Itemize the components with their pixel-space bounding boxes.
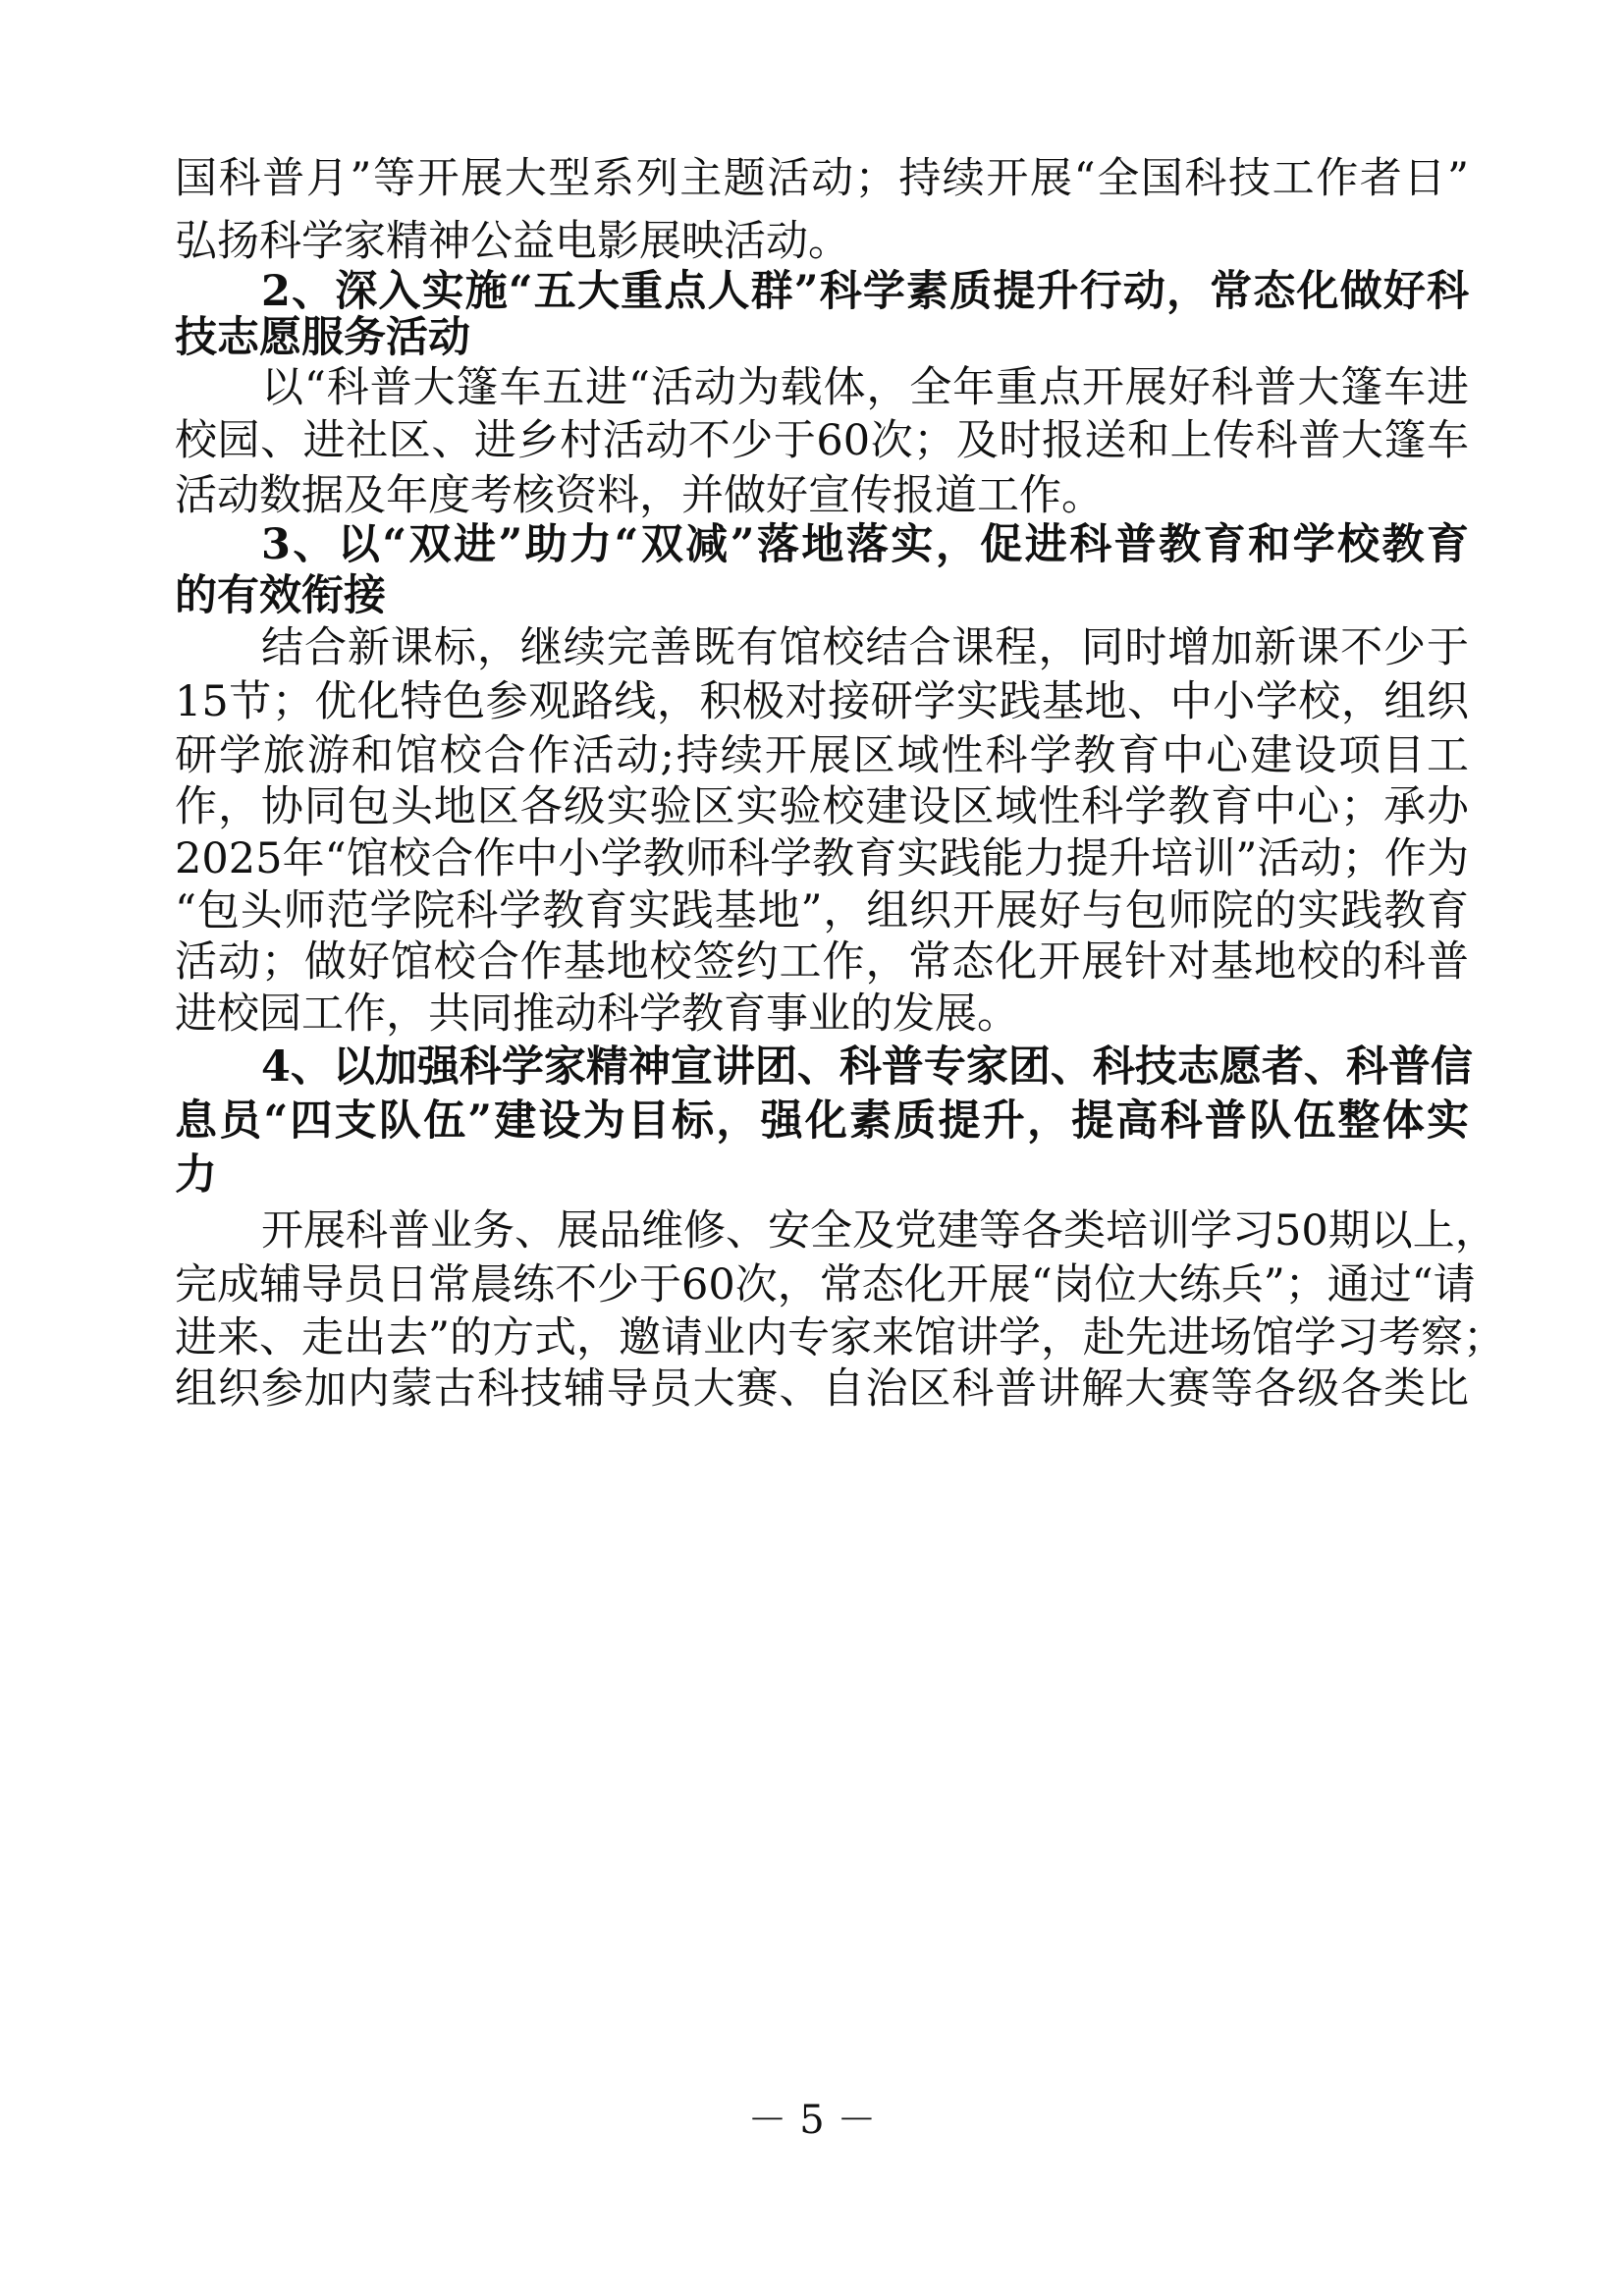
text-line: 结合新课标，继续完善既有馆校结合课程，同时增加新课不少于 bbox=[261, 623, 1469, 672]
text-line: 国科普月”等开展大型系列主题活动；持续开展“全国科技工作者日” bbox=[175, 154, 1469, 203]
section-heading-2: 2、深入实施“五大重点人群”科学素质提升行动，常态化做好科 bbox=[261, 267, 1469, 316]
text-line: 15节；优化特色参观路线，积极对接研学实践基地、中小学校，组织 bbox=[175, 677, 1469, 726]
text-line: 进校园工作，共同推动科学教育事业的发展。 bbox=[175, 989, 1019, 1039]
text-line: 组织参加内蒙古科技辅导员大赛、自治区科普讲解大赛等各级各类比 bbox=[175, 1364, 1469, 1414]
section-heading-4: 息员“四支队伍”建设为目标，强化素质提升，提高科普队伍整体实 bbox=[175, 1096, 1469, 1146]
text-line: 活动数据及年度考核资料，并做好宣传报道工作。 bbox=[175, 471, 1104, 520]
text-line: 完成辅导员日常晨练不少于60次，常态化开展“岗位大练兵”；通过“请 bbox=[175, 1260, 1476, 1309]
text-line: 研学旅游和馆校合作活动;持续开展区域性科学教育中心建设项目工 bbox=[175, 731, 1469, 780]
text-line: 2025年“馆校合作中小学教师科学教育实践能力提升培训”活动；作为 bbox=[175, 834, 1469, 883]
text-line: 弘扬科学家精神公益电影展映活动。 bbox=[175, 217, 850, 266]
text-line: 活动；做好馆校合作基地校签约工作，常态化开展针对基地校的科普 bbox=[175, 937, 1469, 987]
section-heading-2: 技志愿服务活动 bbox=[175, 313, 470, 362]
text-line: 作，协同包头地区各级实验区实验校建设区域性科学教育中心；承办 bbox=[175, 782, 1469, 831]
section-heading-3: 的有效衔接 bbox=[175, 571, 386, 620]
page-number: － 5 － bbox=[747, 2098, 877, 2143]
text-line: 校园、进社区、进乡村活动不少于60次；及时报送和上传科普大篷车 bbox=[175, 416, 1469, 465]
text-line: 以“科普大篷车五进“活动为载体，全年重点开展好科普大篷车进 bbox=[261, 363, 1469, 412]
section-heading-3: 3、以“双进”助力“双减”落地落实，促进科普教育和学校教育 bbox=[261, 520, 1469, 569]
section-heading-4: 4、以加强科学家精神宣讲团、科普专家团、科技志愿者、科普信 bbox=[261, 1042, 1473, 1092]
section-heading-4: 力 bbox=[175, 1150, 217, 1200]
text-line: “包头师范学院科学教育实践基地”，组织开展好与包师院的实践教育 bbox=[175, 886, 1469, 935]
text-line: 开展科普业务、展品维修、安全及党建等各类培训学习50期以上， bbox=[261, 1206, 1497, 1255]
text-line: 进来、走出去”的方式，邀请业内专家来馆讲学，赴先进场馆学习考察； bbox=[175, 1313, 1505, 1362]
